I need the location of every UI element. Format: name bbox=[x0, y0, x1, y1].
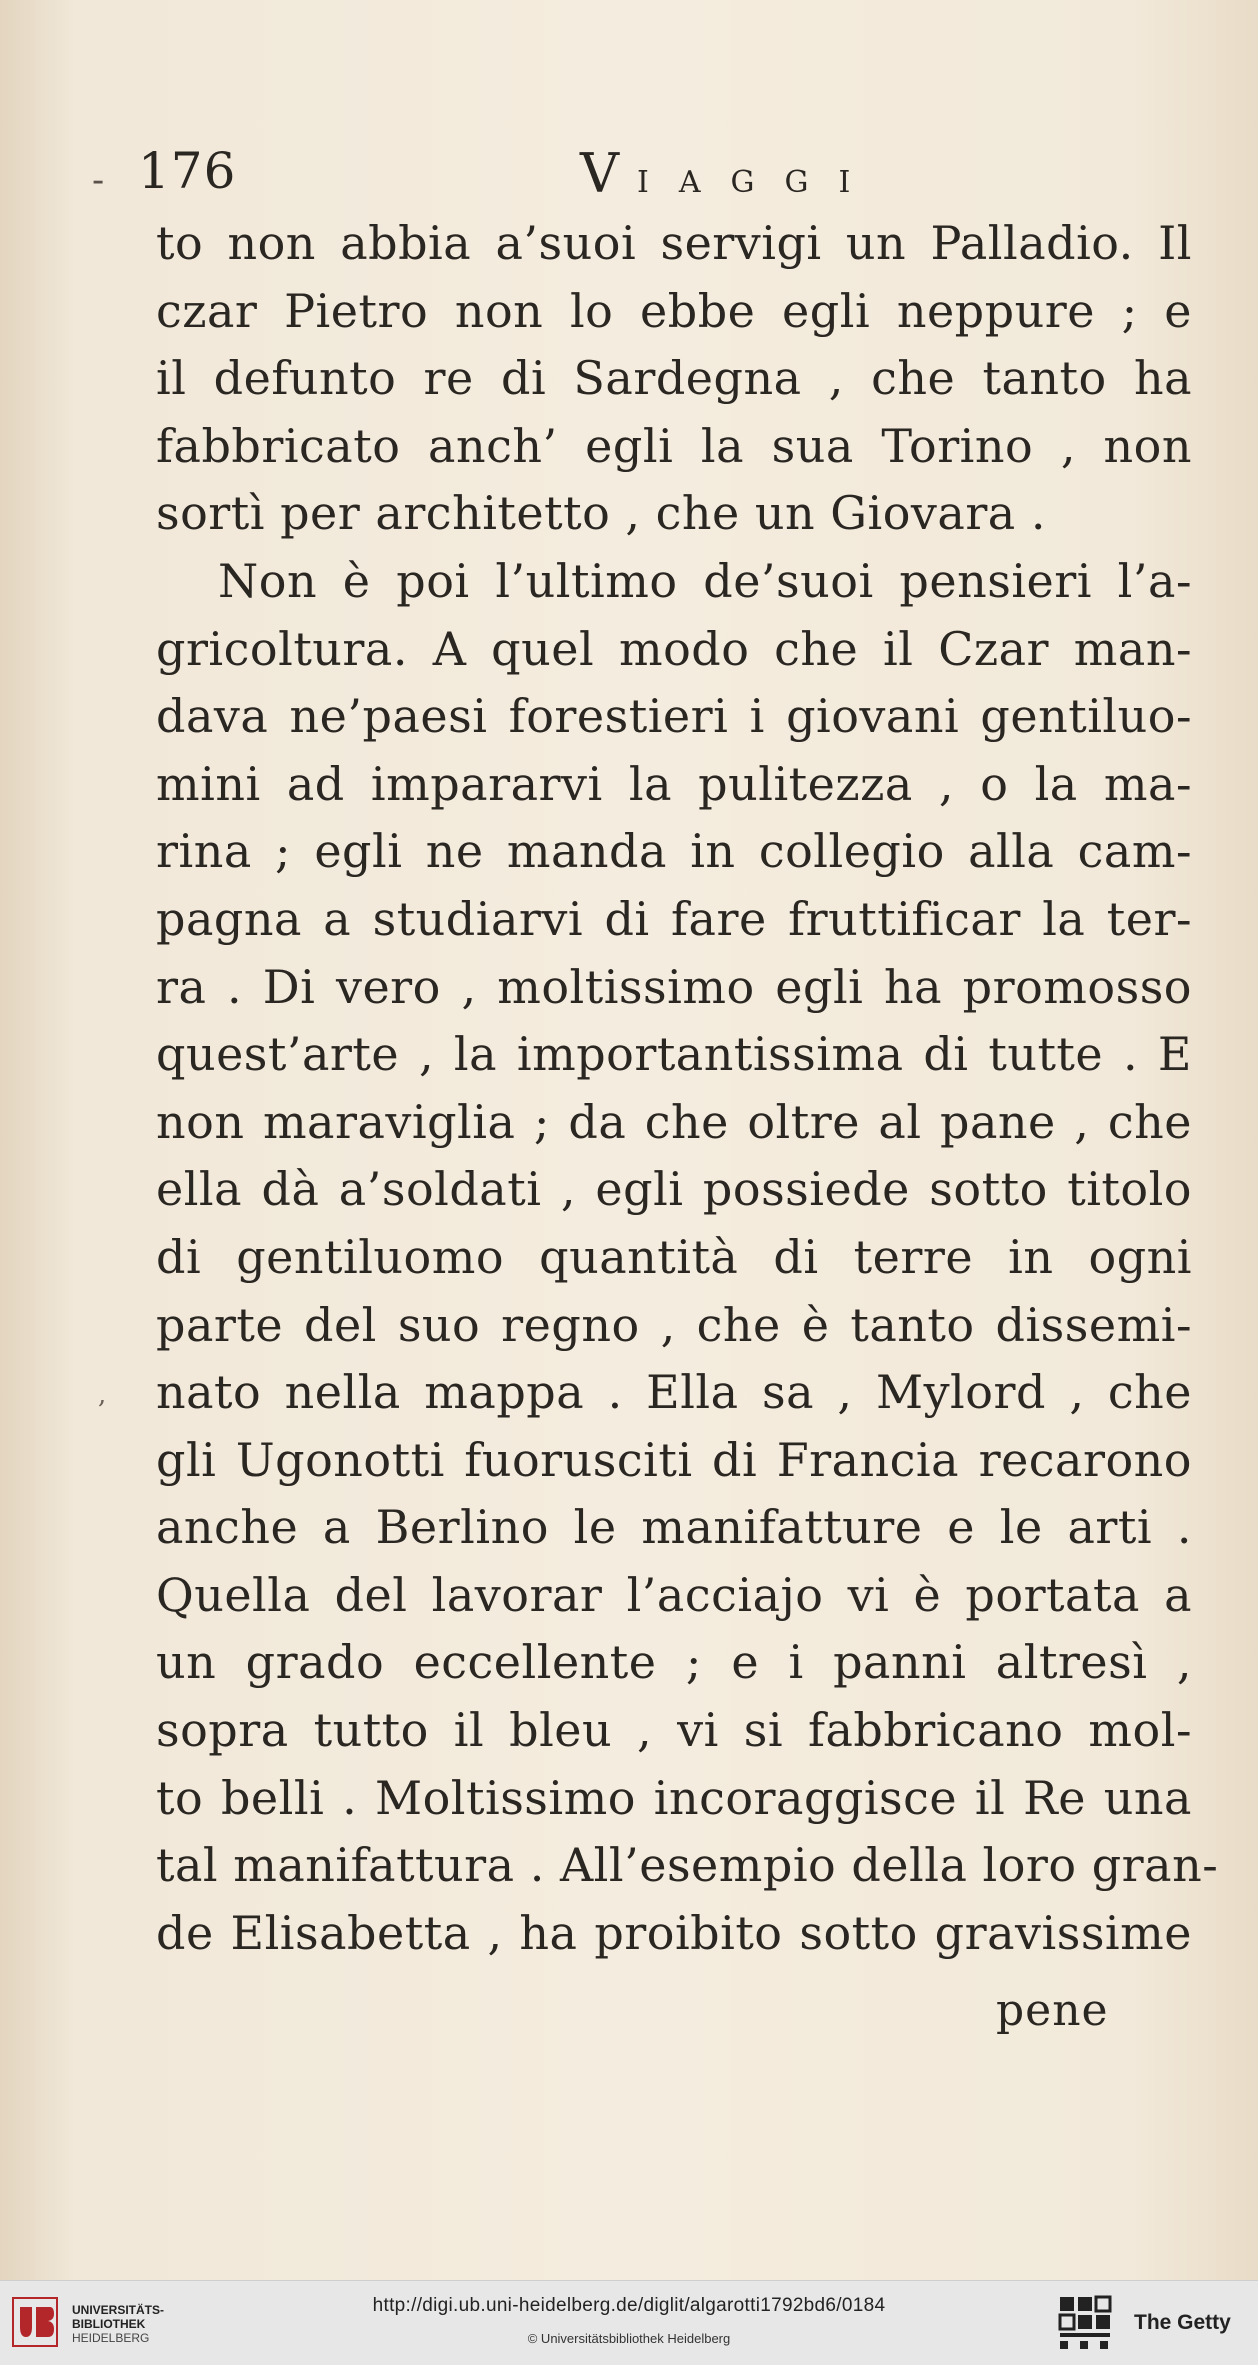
text-line: gricoltura. A quel modo che il Czar man- bbox=[156, 621, 1192, 676]
text-line: to belli . Moltissimo incoraggisce il Re una bbox=[156, 1770, 1192, 1825]
margin-speck: , bbox=[98, 1380, 107, 1410]
page-number: 176 bbox=[138, 142, 237, 200]
text-line: ra . Di vero , moltissimo egli ha promosso bbox=[156, 959, 1192, 1014]
text-line: mini ad impararvi la pulitezza , o la ma- bbox=[156, 756, 1192, 811]
text-line: ella dà a’soldati , egli possiede sotto titolo bbox=[156, 1162, 1192, 1217]
footer-bar bbox=[0, 2280, 1258, 2365]
text-line: dava ne’paesi forestieri i giovani gentiluo- bbox=[156, 689, 1192, 744]
running-head-rest: IAGGI bbox=[637, 165, 881, 200]
getty-logo[interactable] bbox=[1056, 2293, 1246, 2353]
text-line: quest’arte , la importantissima di tutte . E bbox=[156, 1027, 1192, 1082]
text-line: tal manifattura . All’esempio della loro gran- bbox=[156, 1838, 1219, 1893]
page-header bbox=[92, 142, 1192, 212]
text-line: un grado eccellente ; e i panni altresì , bbox=[156, 1635, 1192, 1690]
text-line: di gentiluomo quantità di terre in ogni bbox=[156, 1229, 1192, 1284]
text-line: czar Pietro non lo ebbe egli neppure ; e bbox=[156, 283, 1192, 338]
library-line-1: UNIVERSITÄTS- bbox=[72, 2303, 165, 2317]
copyright-notice: © Universitätsbibliothek Heidelberg bbox=[527, 2331, 731, 2346]
margin-dash: - bbox=[92, 160, 105, 201]
text-line: sortì per architetto , che un Giovara . bbox=[156, 486, 1046, 541]
text-line: de Elisabetta , ha proibito sotto gravissime bbox=[156, 1905, 1192, 1960]
text-line: nato nella mappa . Ella sa , Mylord , che bbox=[156, 1365, 1192, 1420]
partner-name: The Getty bbox=[1134, 2311, 1231, 2334]
running-head-initial: V bbox=[580, 142, 625, 205]
text-line: pagna a studiarvi di fare fruttificar la ter- bbox=[156, 891, 1192, 946]
body-text bbox=[156, 210, 1219, 1967]
text-line: gli Ugonotti fuorusciti di Francia recarono bbox=[156, 1432, 1192, 1487]
running-head bbox=[580, 142, 880, 205]
text-line: il defunto re di Sardegna , che tanto ha bbox=[156, 351, 1192, 406]
text-line: to non abbia a’suoi servigi un Palladio. Il bbox=[156, 216, 1192, 270]
text-line: Non è poi l’ultimo de’suoi pensieri l’a- bbox=[218, 553, 1192, 608]
text-line: sopra tutto il bleu , vi si fabbricano mol- bbox=[156, 1703, 1192, 1758]
text-line: fabbricato anch’ egli la sua Torino , non bbox=[156, 418, 1192, 473]
text-line: non maraviglia ; da che oltre al pane , che bbox=[156, 1094, 1192, 1149]
getty-mark-icon bbox=[1056, 2293, 1126, 2353]
catchword: pene bbox=[996, 1985, 1109, 2036]
text-line: anche a Berlino le manifatture e le arti . bbox=[156, 1500, 1192, 1555]
text-line: rina ; egli ne manda in collegio alla cam- bbox=[156, 824, 1192, 879]
library-line-3: HEIDELBERG bbox=[72, 2331, 150, 2345]
library-line-2: BIBLIOTHEK bbox=[72, 2317, 146, 2331]
text-line: parte del suo regno , che è tanto dissemi- bbox=[156, 1297, 1192, 1352]
text-line: Quella del lavorar l’acciajo vi è portata a bbox=[156, 1567, 1192, 1622]
permalink-url[interactable]: http://digi.ub.uni-heidelberg.de/diglit/algarotti1792bd6/0184 bbox=[372, 2295, 886, 2316]
